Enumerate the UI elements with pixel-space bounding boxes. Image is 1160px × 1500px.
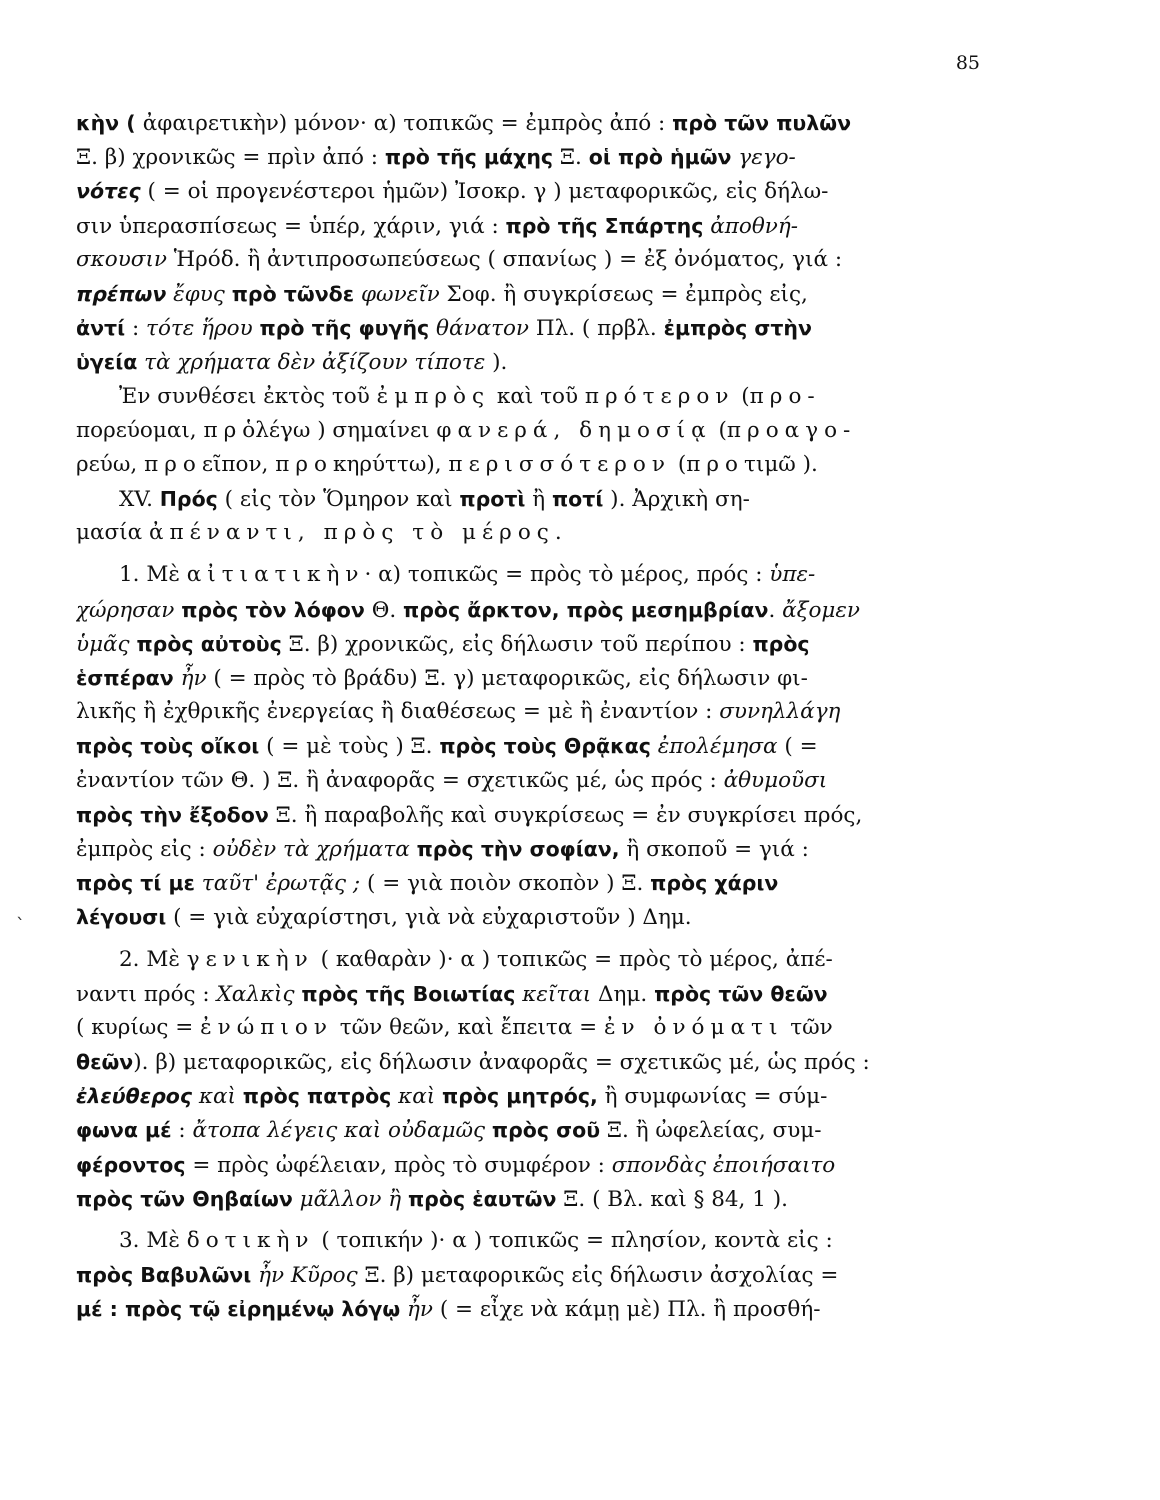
- text-line: [76, 140, 986, 174]
- page-number: 85: [955, 52, 980, 74]
- text-segment: πρὸ τῶνδε: [231, 281, 355, 306]
- text-segment: μέ : πρὸς τῷ εἰρημένῳ λόγῳ: [76, 1297, 401, 1322]
- text-line: [76, 516, 986, 550]
- text-segment: ὑγεία: [76, 350, 138, 375]
- text-segment: ἀποθνή-: [703, 213, 799, 239]
- text-line: [76, 345, 986, 379]
- text-line: [76, 977, 986, 1011]
- text-line: [76, 1079, 986, 1113]
- text-segment: οὐδὲν τὰ χρήματα: [212, 836, 417, 862]
- text-segment: ἀντί: [76, 316, 126, 341]
- text-segment: πρὸς πατρὸς: [242, 1084, 392, 1109]
- text-line: [76, 174, 986, 208]
- body-text: [76, 106, 986, 1327]
- text-line: [76, 380, 986, 414]
- text-segment: συνηλλάγη: [719, 699, 841, 725]
- text-segment: Ξ. ἢ ὠφελείας, συμ-: [600, 1118, 822, 1144]
- text-segment: πρέπων: [76, 281, 167, 306]
- text-segment: ἢ σκοποῦ = γιά :: [619, 836, 809, 862]
- text-segment: αἰτιατικὴν: [186, 562, 365, 588]
- text-segment: φωνα μέ: [76, 1118, 172, 1143]
- text-segment: πρ: [203, 417, 243, 443]
- text-segment: προ: [144, 451, 202, 477]
- text-segment: XV.: [119, 487, 160, 513]
- text-segment: 1. Μὲ: [119, 562, 187, 588]
- text-line: [76, 311, 986, 345]
- text-segment: Πρός: [159, 487, 218, 512]
- text-line: [76, 593, 986, 627]
- text-segment: τῶν: [783, 1014, 833, 1040]
- text-line: [76, 695, 986, 729]
- text-segment: ἐλεύθερος: [76, 1084, 193, 1109]
- text-line: [76, 482, 986, 516]
- text-line: [76, 243, 986, 277]
- text-segment: προ: [686, 451, 744, 477]
- text-segment: δοτικὴν: [186, 1228, 315, 1253]
- text-segment: πρὸς τῆς Βοιωτίας: [301, 981, 516, 1006]
- text-segment: Δημ.: [591, 981, 655, 1007]
- text-segment: .: [768, 597, 783, 623]
- text-line: [76, 209, 986, 243]
- text-segment: χώρησαν: [76, 597, 182, 623]
- text-segment: ἀφαιρετικὴν) μόνον· α) τοπικῶς = ἐμπρὸς ἀπό :: [142, 111, 673, 136]
- text-segment: Ξ. β) μεταφορικῶς εἰς δήλωσιν ἀσχολίας =: [357, 1263, 839, 1289]
- text-segment: πρὸς τὴν ἔξοδον: [76, 802, 269, 827]
- text-segment: :: [125, 316, 147, 342]
- text-segment: ἀθυμοῦσι: [723, 767, 828, 793]
- text-segment: = πρὸς ὠφέλειαν, πρὸς τὸ συμφέρον :: [185, 1152, 612, 1178]
- text-segment: νότες: [76, 179, 141, 204]
- text-segment: κεῖται: [515, 981, 592, 1007]
- text-segment: προ: [275, 451, 334, 477]
- text-segment: εῖπον,: [201, 451, 276, 477]
- text-line: [76, 106, 986, 140]
- text-line: [76, 661, 986, 695]
- text-line: [76, 1148, 986, 1182]
- text-segment: πρὸς τῶν Θηβαίων: [76, 1186, 293, 1211]
- text-segment: μασία: [76, 520, 149, 546]
- text-segment: κὴν (: [76, 111, 143, 135]
- text-segment: Ξ. β) χρονικῶς, εἰς δήλωσιν τοῦ περίπου :: [281, 631, 753, 657]
- text-segment: πρὸς τὸν λόφον: [181, 597, 365, 622]
- text-segment: πρὸς χάριν: [650, 871, 779, 896]
- text-segment: 2. Μὲ: [119, 946, 187, 972]
- text-segment: ὁ: [242, 417, 256, 443]
- text-segment: πρὸς Βαβυλῶνι: [76, 1263, 252, 1288]
- text-segment: Ξ. ἢ παραβολῆς καὶ συγκρίσεως = ἐν συγκρίσει πρός,: [268, 802, 863, 828]
- text-segment: πρὸς αὐτοὺς: [136, 631, 282, 656]
- text-segment: περισσότερον: [448, 451, 671, 477]
- text-segment: ( τοπικήν )· α ) τοπικῶς = πλησίον, κοντὰ εἰς :: [314, 1228, 833, 1253]
- text-segment: ). β) μεταφορικῶς, εἰς δήλωσιν ἀναφορᾶς = σχετικῶς μέ, ὡς πρός :: [133, 1050, 870, 1076]
- text-segment: πρότερον: [584, 383, 735, 409]
- text-segment: λέγουσι: [76, 905, 167, 930]
- text-segment: πρὸς τί με: [76, 871, 195, 896]
- text-line: [76, 277, 986, 311]
- text-segment: ἦν Κῦρος: [251, 1263, 358, 1289]
- text-segment: ταῦτ' ἐρωτᾷς ;: [194, 871, 361, 897]
- text-segment: πρὸ τῆς μάχης: [384, 145, 554, 170]
- text-segment: τῶν θεῶν, καὶ ἔπειτα =: [332, 1014, 604, 1040]
- text-segment: Χαλκὶς: [216, 981, 302, 1007]
- text-segment: Ξ. ( Βλ. καὶ § 84, 1 ).: [556, 1186, 788, 1212]
- text-line: [76, 1011, 986, 1045]
- text-segment: πρὸς τοὺς Θρᾷκας: [439, 734, 651, 759]
- text-segment: ).: [485, 350, 508, 376]
- text-segment: ( = γιὰ ποιὸν σκοπὸν ) Ξ.: [360, 871, 651, 897]
- text-segment: γεγο-: [731, 145, 796, 171]
- text-segment: ἐμπρὸς εἰς :: [76, 836, 213, 862]
- text-segment: · α) τοπικῶς = πρὸς τὸ μέρος, πρός :: [364, 562, 770, 588]
- text-segment: ἦν: [173, 666, 207, 691]
- text-line: [76, 729, 986, 763]
- text-segment: Ξ. β) χρονικῶς = πρὶν ἀπό :: [76, 145, 385, 171]
- text-segment: πρὸς σοῦ: [491, 1118, 601, 1143]
- text-segment: καὶ: [391, 1084, 443, 1110]
- text-segment: θάνατον: [429, 316, 529, 342]
- text-segment: ( εἰς τὸν Ὅμηρον καὶ: [217, 487, 460, 513]
- text-line: [76, 1113, 986, 1147]
- text-segment: Ξ.: [553, 145, 589, 171]
- text-segment: πρὸς μητρός,: [442, 1084, 598, 1109]
- text-segment: ρεύω,: [76, 451, 145, 477]
- text-segment: (: [734, 383, 750, 409]
- text-segment: ἐναντίον τῶν Θ. ) Ξ. ἢ ἀναφορᾶς = σχετικῶς μέ, ὡς πρός :: [76, 767, 724, 793]
- text-segment: τὰ χρήματα δὲν ἀξίζουν τίποτε: [137, 350, 486, 376]
- text-segment: πρὸς ἄρκτον, πρὸς μεσημβρίαν: [403, 597, 769, 622]
- text-segment: καὶ: [192, 1084, 243, 1110]
- text-segment: πρὸς τὴν σοφίαν,: [416, 836, 620, 861]
- text-segment: (: [670, 451, 687, 477]
- text-segment: πρὸς ἑαυτῶν: [407, 1186, 557, 1211]
- text-segment: τιμῶ ).: [744, 451, 818, 477]
- text-line: [76, 900, 986, 934]
- text-segment: προαγο-: [726, 417, 857, 443]
- text-segment: τότε ἥρου: [146, 316, 260, 342]
- text-segment: γενικὴν: [186, 946, 314, 972]
- text-segment: πρὸς τῶν θεῶν: [654, 981, 828, 1006]
- text-line: [76, 1224, 986, 1258]
- text-segment: σκουσιν: [76, 246, 167, 272]
- text-segment: ναντι πρός :: [76, 981, 217, 1007]
- text-segment: ( = γιὰ εὐχαρίστησι, γιὰ νὰ εὐχαριστοῦν ) Δημ.: [166, 905, 692, 931]
- text-segment: Πλ. ( πρβλ.: [529, 316, 664, 342]
- text-line: [76, 832, 986, 866]
- text-segment: ποτί: [551, 487, 604, 512]
- text-segment: οἱ πρὸ ἡμῶν: [588, 145, 732, 170]
- text-segment: πρὸ τῶν πυλῶν: [672, 111, 852, 135]
- text-line: [76, 1182, 986, 1216]
- text-segment: ( = μὲ τοὺς ) Ξ.: [259, 734, 440, 760]
- text-segment: φέροντος: [76, 1152, 186, 1177]
- text-segment: ( κυρίως =: [76, 1014, 201, 1040]
- text-segment: Θ.: [364, 597, 403, 623]
- text-segment: ἐνώπιον: [200, 1014, 333, 1040]
- text-line: [76, 1292, 986, 1326]
- text-segment: 3. Μὲ: [119, 1228, 187, 1253]
- text-segment: ἔφυς: [166, 281, 232, 307]
- text-segment: πρὸς τοὺς οἴκοι: [76, 734, 260, 759]
- text-segment: ἐμπρὸς: [376, 383, 491, 409]
- text-segment: ἀπέναντι, πρὸς τὸ μέρος.: [148, 520, 568, 546]
- text-segment: πορεύομαι,: [76, 417, 204, 443]
- text-line: [76, 866, 986, 900]
- text-segment: ( = πρὸς τὸ βράδυ) Ξ. γ) μεταφορικῶς, εἰς δήλωσιν φι-: [206, 666, 808, 691]
- text-segment: ἐπολέμησα: [650, 734, 778, 760]
- margin-mark: `: [16, 915, 25, 936]
- text-line: [76, 798, 986, 832]
- text-segment: σιν ὑπερασπίσεως = ὑπέρ, χάριν, γιά :: [76, 213, 506, 239]
- text-segment: ἐμπρὸς στὴν: [663, 316, 812, 341]
- text-segment: ( = εἶχε νὰ κάμῃ μὲ) Πλ. ἢ προσθή-: [432, 1297, 821, 1323]
- text-segment: ἢ συμφωνίας = σύμ-: [597, 1084, 828, 1110]
- text-segment: :: [171, 1118, 193, 1144]
- text-segment: προτὶ: [459, 487, 526, 512]
- text-segment: ἑσπέραν: [76, 666, 174, 690]
- text-segment: ἄξομεν: [782, 597, 860, 623]
- text-segment: λικῆς ἢ ἐχθρικῆς ἐνεργείας ἢ διαθέσεως = μὲ ἢ ἐναντίον :: [76, 699, 720, 725]
- text-segment: μᾶλλον ἢ: [292, 1186, 408, 1212]
- text-line: [76, 558, 986, 592]
- text-segment: ἐν ὀνόματι: [604, 1014, 784, 1040]
- text-segment: καὶ τοῦ: [490, 383, 585, 409]
- text-segment: ἦν: [400, 1297, 433, 1323]
- text-segment: πρὸ τῆς Σπάρτης: [505, 213, 704, 238]
- text-segment: ( καθαρὰν )· α ) τοπικῶς = πρὸς τὸ μέρος, ἀπέ-: [313, 946, 833, 972]
- text-line: [76, 1045, 986, 1079]
- text-segment: Σοφ. ἢ συγκρίσεως = ἐμπρὸς εἰς,: [439, 281, 808, 307]
- text-segment: Ἐν συνθέσει ἐκτὸς τοῦ: [119, 383, 377, 409]
- text-line: [76, 448, 986, 482]
- text-segment: σπονδὰς ἐποιήσαιτο: [611, 1152, 836, 1178]
- text-segment: λέγω ) σημαίνει: [255, 417, 437, 443]
- text-segment: κηρύττω),: [333, 451, 449, 477]
- text-line: [76, 943, 986, 977]
- text-line: [76, 414, 986, 448]
- text-segment: ( = οἱ προγενέστεροι ἡμῶν) Ἰσοκρ. γ ) μεταφορικῶς, εἰς δήλω-: [140, 179, 829, 205]
- text-segment: πρὸ τῆς φυγῆς: [259, 316, 430, 341]
- text-segment: ἢ: [525, 487, 552, 513]
- text-line: [76, 627, 986, 661]
- text-segment: ὑμᾶς: [76, 631, 137, 657]
- text-segment: ἄτοπα λέγεις καὶ οὐδαμῶς: [192, 1118, 492, 1144]
- text-segment: φανερά, δημοσίᾳ: [436, 417, 712, 443]
- text-segment: προ-: [749, 383, 821, 409]
- text-line: [76, 1258, 986, 1292]
- text-segment: (: [711, 417, 727, 443]
- text-segment: φωνεῖν: [354, 281, 440, 307]
- text-segment: ὑπε-: [769, 562, 816, 588]
- text-segment: θεῶν: [76, 1050, 134, 1075]
- text-line: [76, 764, 986, 798]
- text-segment: Ἡρόδ. ἢ ἀντιπροσωπεύσεως ( σπανίως ) = ἐξ ὀνόματος, γιά :: [166, 246, 843, 272]
- text-segment: πρὸς: [752, 631, 810, 656]
- text-segment: ( =: [777, 734, 818, 760]
- text-segment: ). Ἀρχικὴ ση-: [603, 487, 750, 513]
